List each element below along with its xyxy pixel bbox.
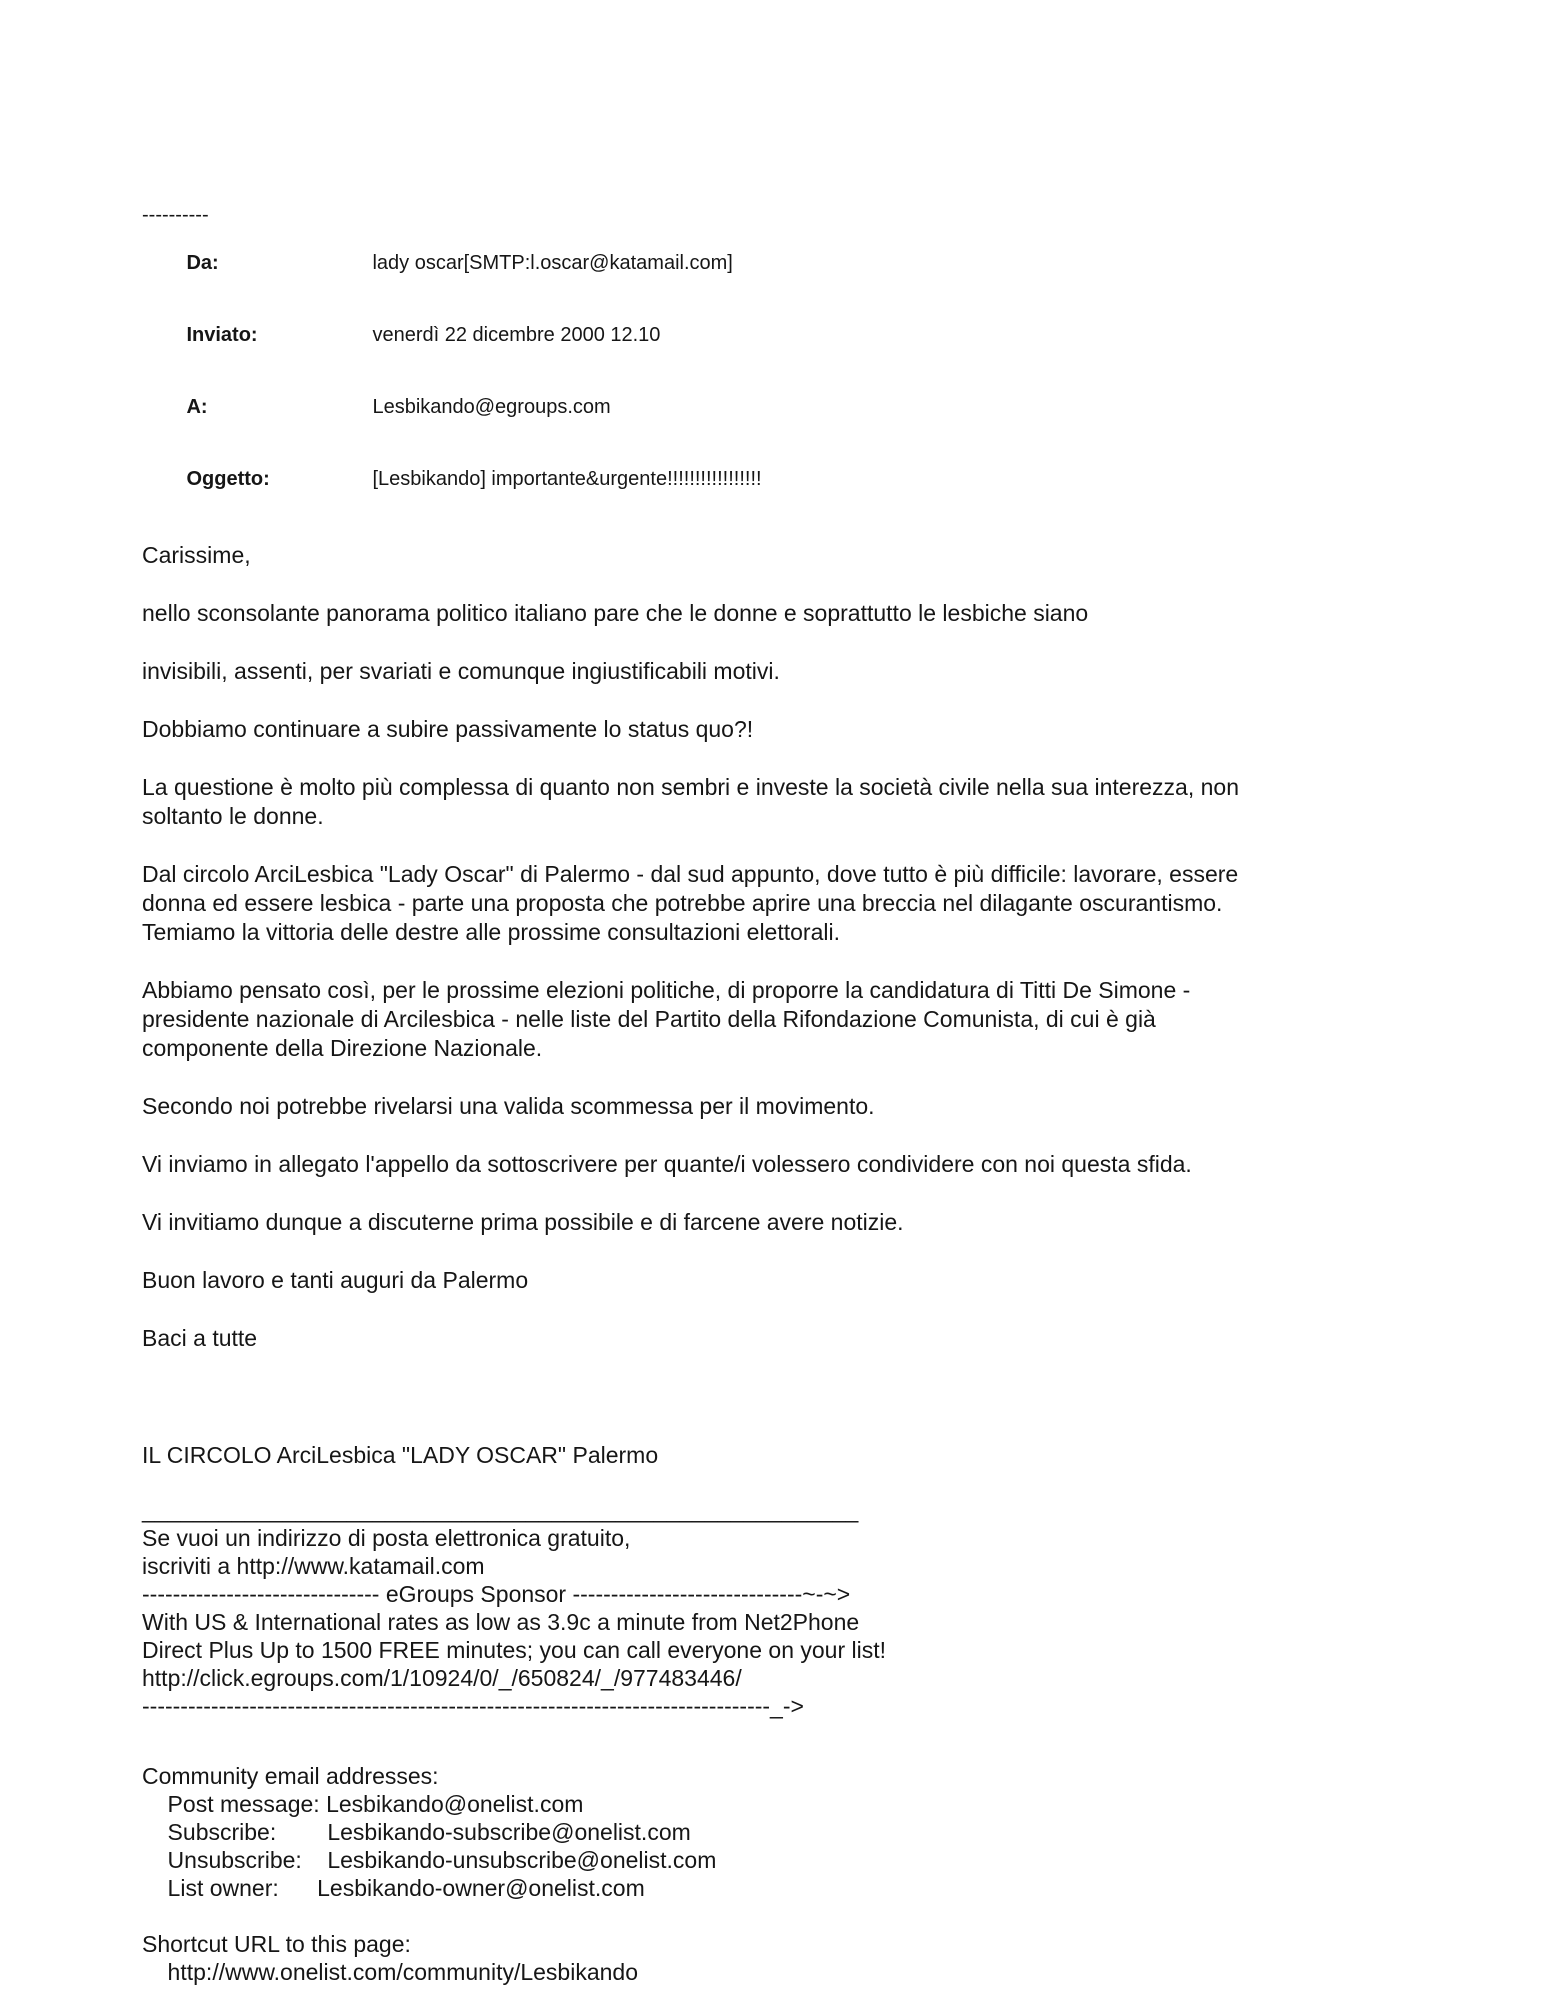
dash-separator: ----------------------------------------------------------------------------------_-> xyxy=(142,1693,804,1719)
paragraph-intro-2: invisibili, assenti, per svariati e comunque ingiustificabili motivi. xyxy=(142,658,780,684)
underscore-separator: ________________________________________________________ xyxy=(142,1497,859,1523)
paragraph-candidatura: Abbiamo pensato così, per le prossime elezioni politiche, di proporre la candidatura di Titti De Simone - presidente nazionale di Arcilesbica - nelle liste del Partito della Rifondazione Comunista, di cui è già componente della Direzione Nazionale. xyxy=(142,977,1191,1061)
header-row-to xyxy=(142,371,1482,443)
paragraph-question: Dobbiamo continuare a subire passivamente lo status quo?! xyxy=(142,716,754,742)
egroups-sponsor-separator: ------------------------------- eGroups Sponsor ------------------------------~-~> xyxy=(142,1581,851,1607)
shortcut-heading: Shortcut URL to this page: xyxy=(142,1931,411,1957)
paragraph-scommessa: Secondo noi potrebbe rivelarsi una valida scommessa per il movimento. xyxy=(142,1093,875,1119)
paragraph-circolo-signature: IL CIRCOLO ArciLesbica "LADY OSCAR" Palermo xyxy=(142,1442,659,1468)
sponsor-ad-1: With US & International rates as low as 3.9c a minute from Net2Phone xyxy=(142,1609,860,1635)
sponsor-ad-url: http://click.egroups.com/1/10924/0/_/650824/_/977483446/ xyxy=(142,1665,742,1691)
from-label: Da: xyxy=(186,252,219,274)
katamail-promo-1: Se vuoi un indirizzo di posta elettronica gratuito, xyxy=(142,1525,631,1551)
paragraph-salutation: Carissime, xyxy=(142,542,251,568)
to-label: A: xyxy=(186,396,208,418)
community-heading: Community email addresses: xyxy=(142,1763,439,1789)
mailing-list-footer xyxy=(142,1496,1482,1720)
header-row-sent xyxy=(142,299,1482,371)
paragraph-auguri: Buon lavoro e tanti auguri da Palermo xyxy=(142,1267,529,1293)
post-message-address: Post message: Lesbikando@onelist.com xyxy=(142,1791,584,1817)
from-value: lady oscar[SMTP:l.oscar@katamail.com] xyxy=(372,252,733,274)
katamail-promo-2: iscriviti a http://www.katamail.com xyxy=(142,1553,485,1579)
header-row-subject xyxy=(142,443,1482,515)
paragraph-circolo-proposta: Dal circolo ArciLesbica "Lady Oscar" di Palermo - dal sud appunto, dove tutto è più difficile: lavorare, essere donna ed essere lesbica - parte una proposta che potrebbe aprire una breccia nel dilagante oscurantismo. Temiamo la vittoria delle destre alle prossime consultazioni elettorali. xyxy=(142,861,1239,945)
sponsor-ad-2: Direct Plus Up to 1500 FREE minutes; you can call everyone on your list! xyxy=(142,1637,887,1663)
email-header xyxy=(142,203,1482,515)
paragraph-allegato: Vi inviamo in allegato l'appello da sottoscrivere per quante/i volessero condividere con noi questa sfida. xyxy=(142,1151,1192,1177)
subject-label: Oggetto: xyxy=(186,468,270,490)
header-separator: ---------- xyxy=(142,204,209,226)
unsubscribe-address: Unsubscribe: Lesbikando-unsubscribe@onelist.com xyxy=(142,1847,717,1873)
paragraph-questione: La questione è molto più complessa di quanto non sembri e investe la società civile nella sua interezza, non soltanto le donne. xyxy=(142,774,1239,829)
shortcut-url-block xyxy=(142,1930,1482,1986)
to-value: Lesbikando@egroups.com xyxy=(372,396,611,418)
community-addresses xyxy=(142,1762,1482,1902)
shortcut-url: http://www.onelist.com/community/Lesbikando xyxy=(142,1959,638,1985)
paragraph-baci: Baci a tutte xyxy=(142,1325,258,1351)
subscribe-address: Subscribe: Lesbikando-subscribe@onelist.com xyxy=(142,1819,691,1845)
header-row-from xyxy=(142,227,1482,299)
paragraph-intro-1: nello sconsolante panorama politico italiano pare che le donne e soprattutto le lesbiche siano xyxy=(142,600,1089,626)
sent-label: Inviato: xyxy=(186,324,258,346)
sent-value: venerdì 22 dicembre 2000 12.10 xyxy=(372,324,661,346)
paragraph-invito: Vi invitiamo dunque a discuterne prima possibile e di farcene avere notizie. xyxy=(142,1209,904,1235)
list-owner-address: List owner: Lesbikando-owner@onelist.com xyxy=(142,1875,645,1901)
document-content xyxy=(142,203,1482,2000)
subject-value: [Lesbikando] importante&urgente!!!!!!!!!!!!!!!!! xyxy=(372,468,762,490)
